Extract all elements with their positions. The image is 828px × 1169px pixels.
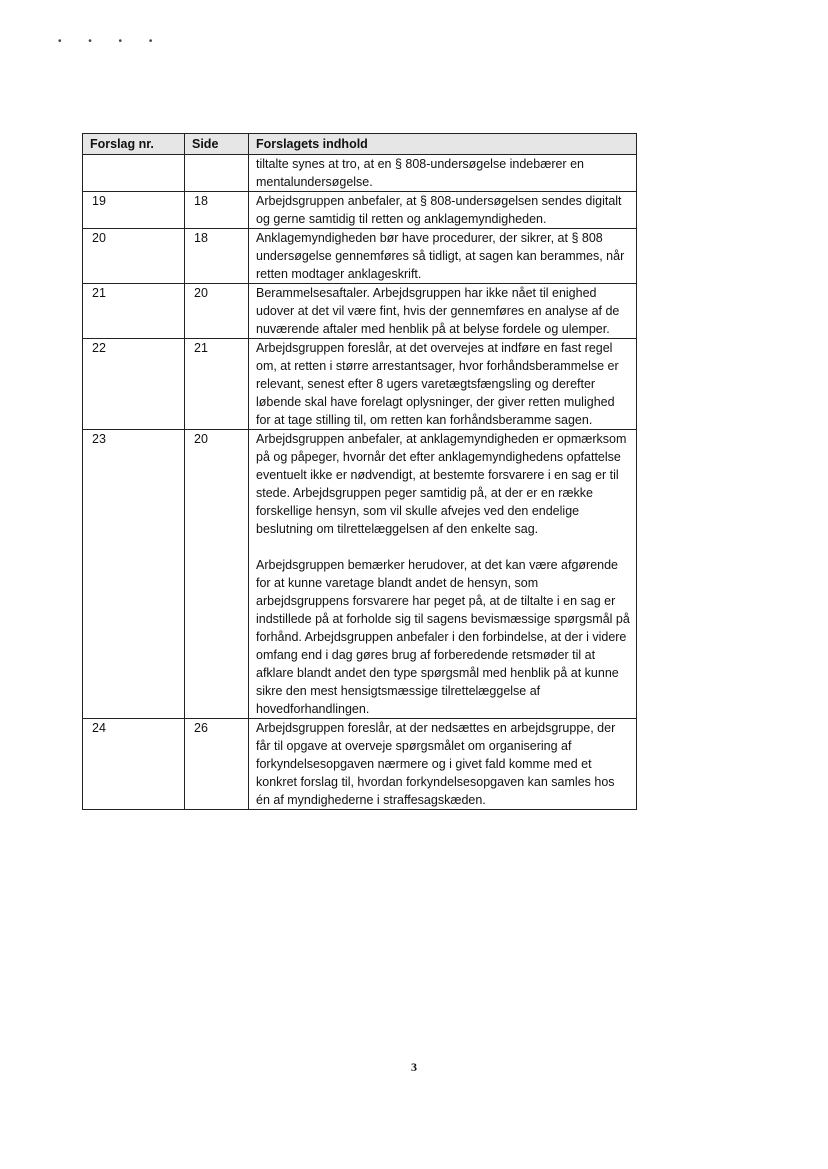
table-row <box>83 430 637 719</box>
header-forslag-nr: Forslag nr. <box>83 134 185 155</box>
proposal-paragraph: Arbejdsgruppen foreslår, at der nedsættes en arbejdsgruppe, der får til opgave at overveje spørgsmålet om organisering af forkyndelsesopgaven nærmere og i givet fald komme med et konkret forslag til, hvordan forkyndelsesopgaven kan samles hos én af myndighederne i straffesagskæden. <box>256 721 616 807</box>
proposal-content <box>249 229 637 284</box>
header-forslagets-indhold: Forslagets indhold <box>249 134 637 155</box>
page-reference: 18 <box>185 229 249 284</box>
proposal-paragraph: Arbejdsgruppen anbefaler, at § 808-undersøgelsen sendes digitalt og gerne samtidig til retten og anklagemyndigheden. <box>256 194 622 226</box>
table-row <box>83 192 637 229</box>
page-reference: 26 <box>185 719 249 810</box>
proposal-content <box>249 719 637 810</box>
proposal-content <box>249 155 637 192</box>
proposal-content <box>249 192 637 229</box>
proposal-content <box>249 430 637 719</box>
proposal-number: 22 <box>83 339 185 430</box>
proposal-paragraph: Arbejdsgruppen bemærker herudover, at det kan være afgørende for at kunne varetage blandt andet de hensyn, som arbejdsgruppens forsvarere har peget på, at de tiltalte i en sag er indstillede på at forholde sig til sagens bevismæssige spørgsmål på forhånd. Arbejdsgruppen anbefaler i den forbindelse, at der i videre omfang end i dag gøres brug af forberedende retsmøder til at afklare blandt andet den type spørgsmål med henblik på at kunne sikre den mest hensigtsmæssige tilrettelæggelse af hovedforhandlingen. <box>256 558 630 716</box>
proposal-content <box>249 284 637 339</box>
proposal-paragraph: Arbejdsgruppen anbefaler, at anklagemyndigheden er opmærksom på og påpeger, hvornår det efter anklagemyndighedens opfattelse eventuelt ikke er nødvendigt, at bestemte forsvarere i en sag er til stede. Arbejdsgruppen peger samtidig på, at der er en række forskellige hensyn, som vil skulle afvejes ved den endelige beslutning om tilrettelæggelsen af den enkelte sag. <box>256 432 627 536</box>
proposal-number: 21 <box>83 284 185 339</box>
table-body <box>83 155 637 810</box>
page-reference: 21 <box>185 339 249 430</box>
proposal-paragraph: Anklagemyndigheden bør have procedurer, der sikrer, at § 808 undersøgelse gennemføres så tidligt, at sagen kan berammes, når retten modtager anklageskrift. <box>256 231 625 281</box>
proposal-number <box>83 155 185 192</box>
proposal-paragraph: Berammelsesaftaler. Arbejdsgruppen har ikke nået til enighed udover at det vil være fint, hvis der gennemføres en analyse af de nuværende aftaler med henblik på at belyse fordele og ulemper. <box>256 286 620 336</box>
table-row <box>83 284 637 339</box>
header-side: Side <box>185 134 249 155</box>
proposal-number: 19 <box>83 192 185 229</box>
page-reference <box>185 155 249 192</box>
page-number: 3 <box>411 1060 417 1074</box>
page-reference: 20 <box>185 430 249 719</box>
table-header-row <box>83 134 637 155</box>
proposal-paragraph: tiltalte synes at tro, at en § 808-undersøgelse indebærer en mentalundersøgelse. <box>256 157 584 189</box>
page-reference: 18 <box>185 192 249 229</box>
proposal-paragraph: Arbejdsgruppen foreslår, at det overvejes at indføre en fast regel om, at retten i større arrestantsager, hvor forhåndsberammelse er relevant, senest efter 8 ugers varetægtsfængsling og derefter løbende skal have forelagt oplysninger, der giver retten mulighed for at tage stilling til, om retten kan forhåndsberamme sagen. <box>256 341 619 427</box>
scan-artifact: • • • • <box>58 36 165 47</box>
proposals-table <box>82 133 637 810</box>
table-row <box>83 155 637 192</box>
proposal-number: 24 <box>83 719 185 810</box>
proposal-number: 20 <box>83 229 185 284</box>
table-row <box>83 339 637 430</box>
table-row <box>83 719 637 810</box>
page-reference: 20 <box>185 284 249 339</box>
proposal-number: 23 <box>83 430 185 719</box>
table-row <box>83 229 637 284</box>
proposal-content <box>249 339 637 430</box>
